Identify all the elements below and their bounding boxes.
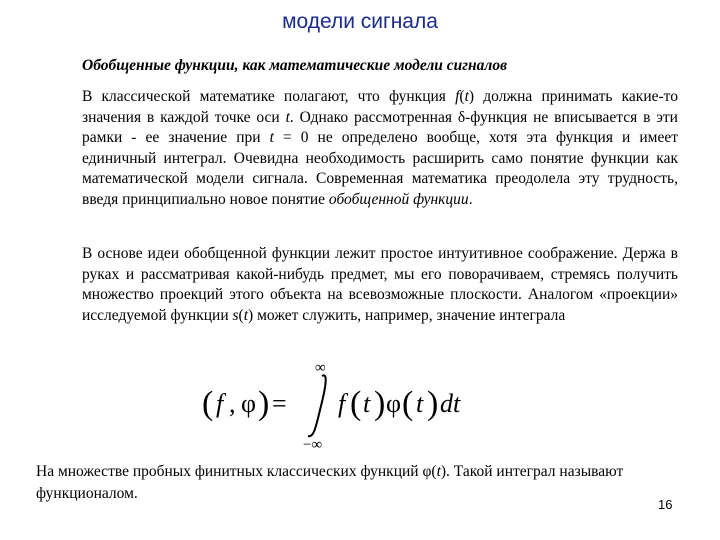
slide-title: модели сигнала [282,10,438,33]
formula-dt: dt [440,389,461,418]
integral-lower-limit: −∞ [303,437,323,452]
paragraph-classical: В классической математике полагают, что функция f(t) должна принимать какие-то значения в каждой точке оси t. Однако рассмотренная δ-функция не вписывается в эти рамки - ее значение при t = 0 не определено вообще, хотя эта функция и имеет единичный интеграл. Очевидна необходимость расширить само понятие функции как математической модели сигнала. Современная математика преодолела эту трудность, введя принципиально новое понятие обобщенной функции. [82,88,678,208]
formula-lparen: ( [202,385,214,422]
formula-phi2: φ [386,389,402,418]
formula-f: f [216,389,224,418]
term-generalized-function: обобщенной функции [328,190,469,208]
svg-text:(: ( [350,385,362,422]
formula-comma: , [229,389,236,418]
formula-phi: φ [241,389,257,418]
formula-rparen: ) [258,385,270,422]
svg-text:t: t [416,389,424,418]
svg-text:): ) [374,385,386,422]
svg-text:(: ( [402,385,414,422]
functional-note: На множестве пробных финитных классических функций φ(t). Такой интеграл называют функционалом. [36,463,624,502]
section-heading: Обобщенные функции, как математические модели сигналов [82,57,508,74]
paragraph-projection-idea: В основе идеи обобщенной функции лежит простое интуитивное соображение. Держа в руках и рассматривая какой-нибудь предмет, мы его поворачиваем, стремясь получить множество проекций этого объекта на всевозможные плоскости. Аналогом «проекции» исследуемой функции s(t) может служить, например, значение интеграла [82,245,678,324]
page-number: 16 [658,497,673,512]
integral-sign [308,375,326,436]
svg-text:): ) [427,385,439,422]
formula-equals: = [272,389,287,418]
integral-formula [200,362,500,452]
formula-f2: f [338,389,346,418]
svg-text:t: t [363,389,371,418]
integral-upper-limit: ∞ [315,362,326,376]
